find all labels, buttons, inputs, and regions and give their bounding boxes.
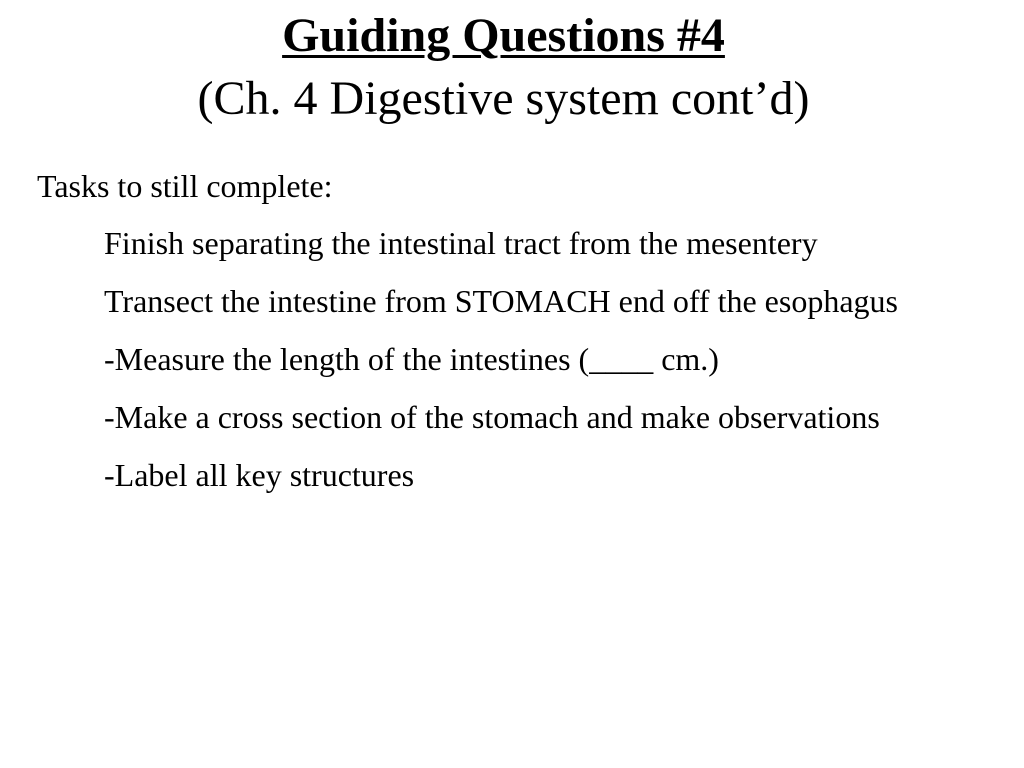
task-item-label-structures: -Label all key structures (104, 457, 415, 493)
task-list (37, 220, 1012, 498)
task-item-transect-intestine: Transect the intestine from STOMACH end off the esophagus (104, 283, 898, 319)
task-item-cross-section: -Make a cross section of the stomach and make observations (104, 399, 880, 435)
task-item-measure-length: -Measure the length of the intestines (____ cm.) (104, 341, 719, 377)
slide-subtitle: (Ch. 4 Digestive system cont’d) (197, 72, 810, 125)
task-item-finish-separating: Finish separating the intestinal tract from the mesentery (104, 225, 818, 261)
slide-title: Guiding Questions #4 (282, 9, 725, 62)
title-block (0, 6, 1007, 129)
tasks-intro: Tasks to still complete: (37, 168, 333, 204)
slide-body (37, 164, 1012, 498)
